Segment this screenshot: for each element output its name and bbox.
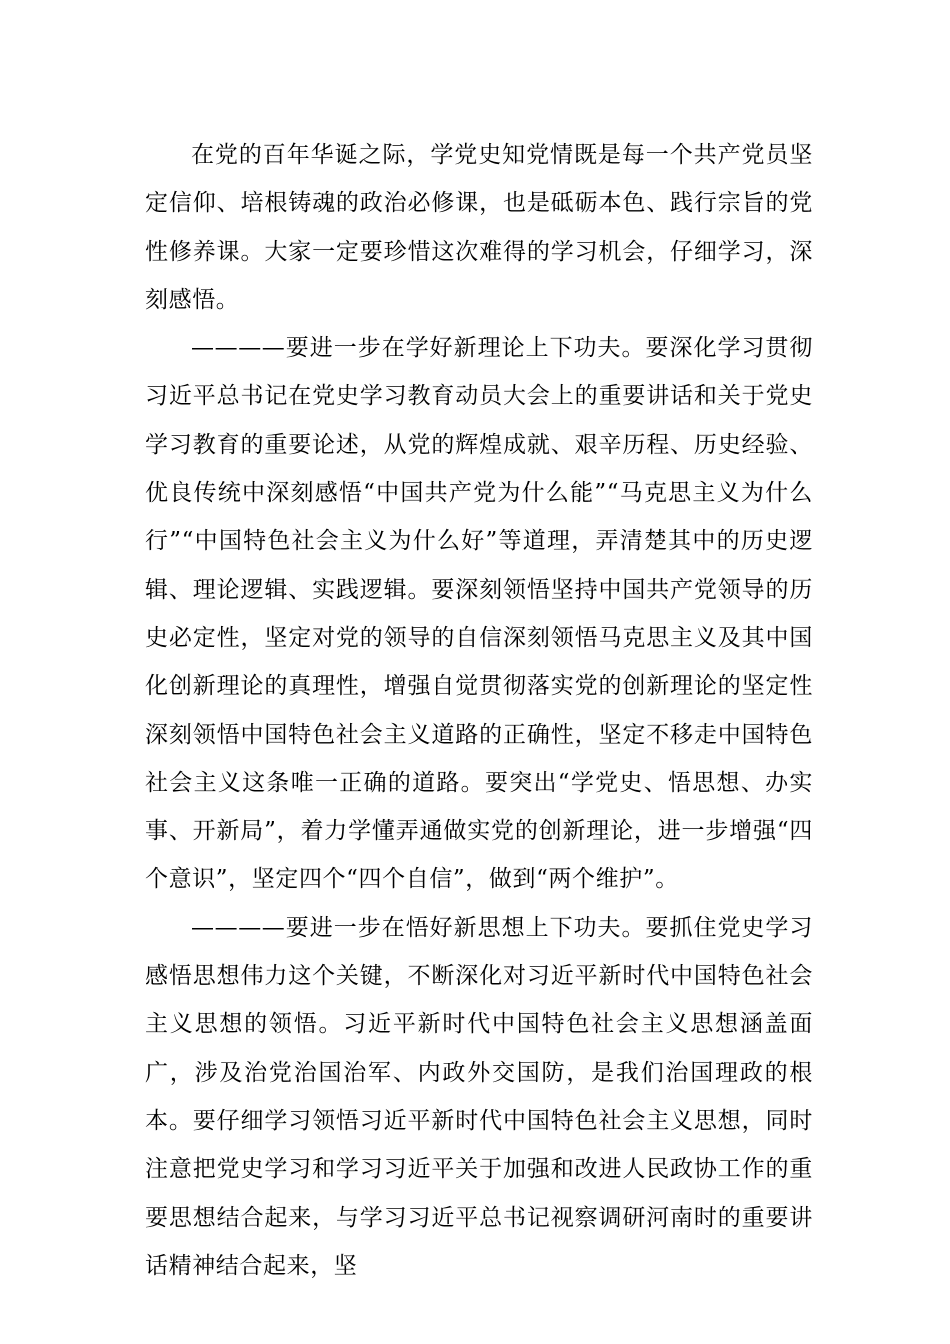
paragraph-new-theory: ————要进一步在学好新理论上下功夫。要深化学习贯彻习近平总书记在党史学习教育动员大会上的重要讲话和关于党史学习教育的重要论述，从党的辉煌成就、艰辛历程、历史经验、优良传统中深刻感悟“中国共产党为什么能”“马克思主义为什么行”“中国特色社会主义为什么好”等道理，弄清楚其中的历史逻辑、理论逻辑、实践逻辑。要深刻领悟坚持中国共产党领导的历史必定性，坚定对党的领导的自信深刻领悟马克思主义及其中国化创新理论的真理性，增强自觉贯彻落实党的创新理论的坚定性深刻领悟中国特色社会主义道路的正确性，坚定不移走中国特色社会主义这条唯一正确的道路。要突出“学党史、悟思想、办实事、开新局”，着力学懂弄通做实党的创新理论，进一步增强“四个意识”，坚定四个“四个自信”，做到“两个维护”。: [145, 335, 813, 893]
paragraph-intro: 在党的百年华诞之际，学党史知党情既是每一个共产党员坚定信仰、培根铸魂的政治必修课，也是砥砺本色、践行宗旨的党性修养课。大家一定要珍惜这次难得的学习机会，仔细学习，深刻感悟。: [145, 142, 813, 313]
paragraph-new-thought: ————要进一步在悟好新思想上下功夫。要抓住党史学习感悟思想伟力这个关键，不断深化对习近平新时代中国特色社会主义思想的领悟。习近平新时代中国特色社会主义思想涵盖面广，涉及治党治国治军、内政外交国防，是我们治国理政的根本。要仔细学习领悟习近平新时代中国特色社会主义思想，同时注意把党史学习和学习习近平关于加强和改进人民政协工作的重要思想结合起来，与学习习近平总书记视察调研河南时的重要讲话精神结合起来，坚: [145, 914, 813, 1279]
document-body: [145, 131, 813, 1290]
